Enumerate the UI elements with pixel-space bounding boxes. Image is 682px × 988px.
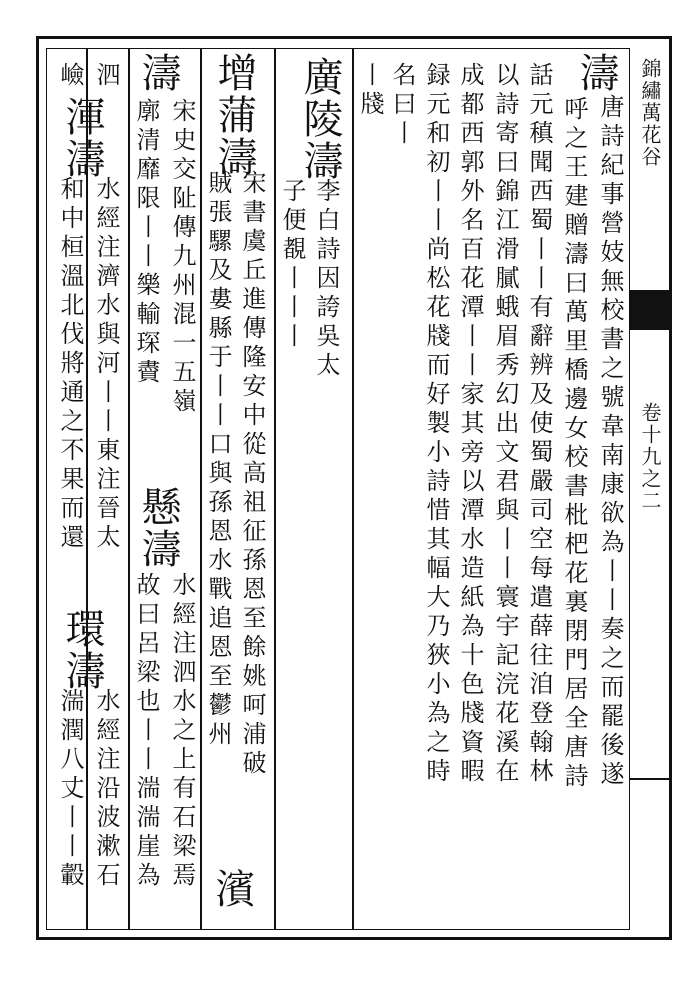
text-column: 丨牋: [356, 62, 384, 120]
entry-heading: 濱: [209, 868, 255, 910]
text-column: 宋史交阯傳九州混一五嶺: [168, 98, 196, 417]
text-column: 泗: [92, 62, 120, 91]
text-column: 以詩寄曰錦江滑膩蛾眉秀幻出文君與丨丨寰宇記浣花溪在: [491, 62, 519, 787]
column-rule: [352, 48, 354, 930]
entry-heading: 濤: [573, 52, 619, 94]
text-column: 嶮: [56, 62, 84, 91]
column-rule: [86, 48, 88, 930]
text-column: 成都西郭外名百花潭丨丨家其旁以潭水造紙為十色牋資暇: [456, 62, 484, 787]
text-column: 録元和初丨丨尚松花牋而好製小詩惜其幅大乃狹小為之時: [422, 62, 450, 787]
text-column: 話元稹聞西蜀丨丨有辭辨及使蜀嚴司空每遣薛往洎登翰林: [525, 62, 553, 787]
fishtail-mark: [630, 290, 672, 330]
entry-heading: 環濤: [59, 608, 105, 692]
entry-heading: 增蒲濤: [211, 52, 257, 178]
text-column: 故曰呂梁也丨丨湍湍崖為: [132, 572, 160, 891]
entry-heading: 廣陵濤: [297, 56, 343, 182]
text-column: 水經注濟水與河丨丨東注晉太: [92, 176, 120, 553]
text-column: 湍潤八丈丨丨轂: [56, 688, 84, 891]
text-column: 呼之王建贈濤曰萬里橋邊女校書枇杷花裏閉門居全唐詩: [560, 96, 588, 792]
text-column: 子便覩丨丨丨: [278, 178, 306, 352]
entry-heading: 濤: [135, 52, 181, 94]
column-rule: [128, 48, 130, 930]
column-rule: [200, 48, 202, 930]
column-rule: [274, 48, 276, 930]
entry-heading: 懸濤: [135, 486, 181, 570]
text-column: 名曰丨: [388, 62, 416, 149]
margin-title: 錦繡萬花谷: [638, 58, 662, 168]
text-column: 宋書虞丘進傳隆安中從高祖征孫恩至餘姚呵浦破: [238, 170, 266, 779]
text-column: 賊張騾及婁縣于丨丨口與孫恩水戰追恩至鬱州: [204, 170, 232, 750]
text-column: 李白詩因誇吳太: [312, 178, 340, 381]
text-column: 水經注沿波漱石: [92, 688, 120, 891]
text-column: 和中桓溫北伐將通之不果而還: [56, 176, 84, 553]
text-column: 廓清靡限丨丨樂輸琛賮: [132, 98, 160, 388]
text-column: 水經注泗水之上有石梁焉: [168, 572, 196, 891]
text-column: 唐詩紀事營妓無校書之號韋南康欲為丨丨奏之而罷後遂: [596, 94, 624, 790]
entry-heading: 渾濤: [59, 96, 105, 180]
margin-rule: [630, 778, 672, 780]
margin-volume: 卷十九之二: [638, 402, 662, 512]
